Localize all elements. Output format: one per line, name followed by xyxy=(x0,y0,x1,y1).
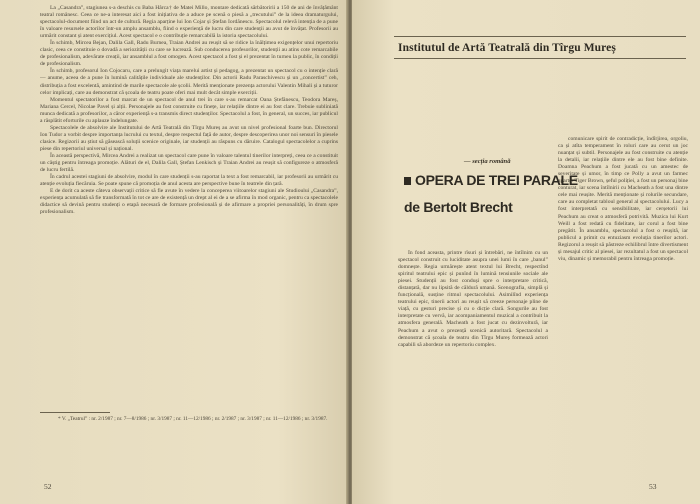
header-rule-top xyxy=(394,36,686,37)
left-paragraph: În cadrul acestei stagiuni de absolvire, modul în care studenții s-au raportat la text a fost remarcabil, iar profesorii au urmărit cu atenție evoluția fiecăruia. Se poate spune că promoția de anul acesta are perspective bune în teatrele din țară. xyxy=(40,174,338,188)
left-paragraph: Spectacolele de absolvire ale Institutului de Artă Teatrală din Tîrgu Mureș au avut un nivel profesional foarte bun. Directorul Ion Tudor a vorbit despre importanța lucrului cu textul, despre respectul față de autor, despre descoperirea unor noi sensuri în piesele clasice. Regizorii au știut să găsească soluții scenice originale, iar studenții au răspuns cu dăruire. Catalogul spectacolelor a cuprins piese din repertoriul universal și național. xyxy=(40,124,338,152)
left-page xyxy=(0,0,348,504)
left-paragraph: E de dorit ca aceste câteva observații critice să fie avute în vedere la conceperea viitoarelor stagiuni ale Studioului „Casandra”, experiența acumulată să fie transformată în tot ce are de existență un drept al ei de a se afirma în mod organic, pentru ca spectacolele didactice să devină pentru studenți o etapă necesară de formare profesională și de afirmare a propriei personalități, în drum spre profesionalism. xyxy=(40,188,338,216)
square-bullet-icon xyxy=(404,177,411,185)
left-paragraph: În această perspectivă, Mircea Andrei a realizat un spectacol care pune în valoare talentul tinerilor interpreți, ceea ce a constituit un câștig pentru întreaga promoție. Alături de el, Dalila Gall, Ștefan Lenkisch și Traian Andrei au reușit să configureze o atmosferă de lucru fertilă. xyxy=(40,152,338,174)
left-paragraph: Momentul spectatorilor a fost marcat de un spectacol de anul trei în care s-au remarcat Oana Ștefănescu, Teodora Mareș, Mariana Cercel, Nicolae Pavel și alții. Personajele au fost construite cu finețe, iar relațiile dintre ei au fost clare. Trebuie subliniată munca dedicată a profesorilor, a căror experiență s-a transmis direct studenților. Spectacolul a fost, în general, un succes, iar publicul a răsplătit eforturile cu aplauze îndelungate. xyxy=(40,96,338,124)
left-paragraph: În schimb, profesorul Ion Cojocaru, care a prelungit viața marelui artist și pedagog, a prezentat un spectacol cu o intenție clară — anume, aceea de a pune în lumină calitățile individuale ale studenților. Din actorii Radu Paraschivescu și un „concertist” ceh, distribuția a fost excelentă, amintind de marile spectacole ale școlii. Merită menționate prezența actorului Valentin Mihali și a tuturor celor implicați, care au demonstrat că școala de teatru poate oferi mai mult decât simple exerciții. xyxy=(40,68,338,96)
left-paragraph: În schimb, Mircea Bejan, Dalila Gall, Radu Burnea, Traian Andrei au reușit să se ridice la înălțimea exigențelor unui repertoriu clasic, ceea ce constituie o dovadă a seriozității cu care se lucrează. Sub conducerea profesorilor, studenții au atins cote remarcabile de profesionalism, adevărate creații, iar ansamblul a fost omogen. Acest spectacol a fost și el prezentat în turneu la public, în condiții de profesionalism. xyxy=(40,40,338,68)
header-rule-bottom xyxy=(394,58,686,59)
right-page xyxy=(352,0,700,504)
article-title-text: OPERA DE TREI PARALE xyxy=(415,172,578,188)
page-number-left: 52 xyxy=(44,482,52,491)
section-label: — secția română xyxy=(464,158,511,165)
article-title xyxy=(404,172,578,188)
footnote-divider xyxy=(40,412,110,413)
left-page-body xyxy=(40,5,338,401)
column-2-text: comunicare spirit de contradicție, îndîrjirea, orgoliu, ca și atîta temperament în roluri care au cerut un joc nuanțat și subtil. Personajele au fost construite cu atenție la detalii, iar relațiile dintre ele au fost bine definite. Doamna Peachum a fost jucată cu un amestec de severitate și umor, în timp ce Polly a avut un farmec aparte. Tiger Brown, șeful poliției, a fost un personaj bine conturat, iar scena întîlnirii cu Macheath a fost una dintre cele mai reușite. Merită menționate și rolurile secundare, care au completat tabloul general al spectacolului. Lucy a fost interpretată cu sensibilitate, iar cerșetorii lui Peachum au creat o atmosferă potrivită. Muzica lui Kurt Weill a fost redată cu fidelitate, iar corul a fost bine pregătit. În ansamblu, spectacolul a fost o reușită, iar publicul a primit cu entuziasm evoluția tinerilor actori. Regizorul a reușit să păstreze echilibrul între divertisment și mesajul critic al piesei, iar rezultatul a fost un spectacol viu, dinamic și memorabil pentru întreaga promoție. xyxy=(558,136,688,262)
page-number-right: 53 xyxy=(649,482,657,491)
right-column-1 xyxy=(398,250,548,475)
column-1-text: În fond aceasta, printre rîsuri și întrebări, ne întîlnim cu un spectacol construit cu luciditate asupra unei lumi în care „banul” domnește. Regia urmărește atent textul lui Brecht, respectînd spiritul teatrului epic și punînd în lumină tensiunile sociale ale piesei. Studenții au fost conduși spre o interpretare critică, distanțată, dar nu lipsită de căldură umană. Scenografia, simplă și funcțională, susține ritmul spectacolului. Asimilînd experiența teatrului epic, tinerii actori au reușit să creeze personaje pline de viață, cu gesturi precise și cu o dicție clară. Songurile au fost interpretate cu vervă, iar acompaniamentul muzical a contribuit la atmosfera generală. Macheath a fost jucat cu dezinvoltură, iar Peachum a avut o prezență scenică autoritară. Spectacolul a demonstrat că școala de teatru din Tîrgu Mureș formează actori capabili să abordeze un repertoriu complex. xyxy=(398,250,548,348)
article-subtitle: de Bertolt Brecht xyxy=(404,199,513,215)
institute-heading: Institutul de Artă Teatrală din Tîrgu Mureș xyxy=(398,42,616,54)
left-paragraph: La „Casandra”, stagiunea s-a deschis cu Baba Hârca† de Matei Millo, montare dedicată sărbătoririi a 150 de ani de învățământ teatral românesc. Ceea ce ne-a interesat aici a fost inițiativa de a aduce pe scenă o piesă a „trecutului” de la ideea dramaturgului, spectacolul-document fiind un act de cultură. Regia aparține lui Ion Cojar și Ștefan Iordănescu. Spectacolul relevă intenția de a pune în valoare resursele actorilor într-un amplu ansamblu, fiind o experiență de lucru din care studenții au avut de învățat. Profesorii au urmărit constant și atent exercițiul. Acest spectacol e o contribuție remarcabilă la istoria spectacolului. xyxy=(40,5,338,40)
footnote: * V. „Teatrul” : nr. 2/1987 ; nr. 7—8/1986 ; nr. 3/1987 ; nr. 11—12/1986 ; nr. 2/1987 ; nr. 3/1987 ; nr. 11—12/1986 ; nr. 3/1987. xyxy=(58,416,328,422)
